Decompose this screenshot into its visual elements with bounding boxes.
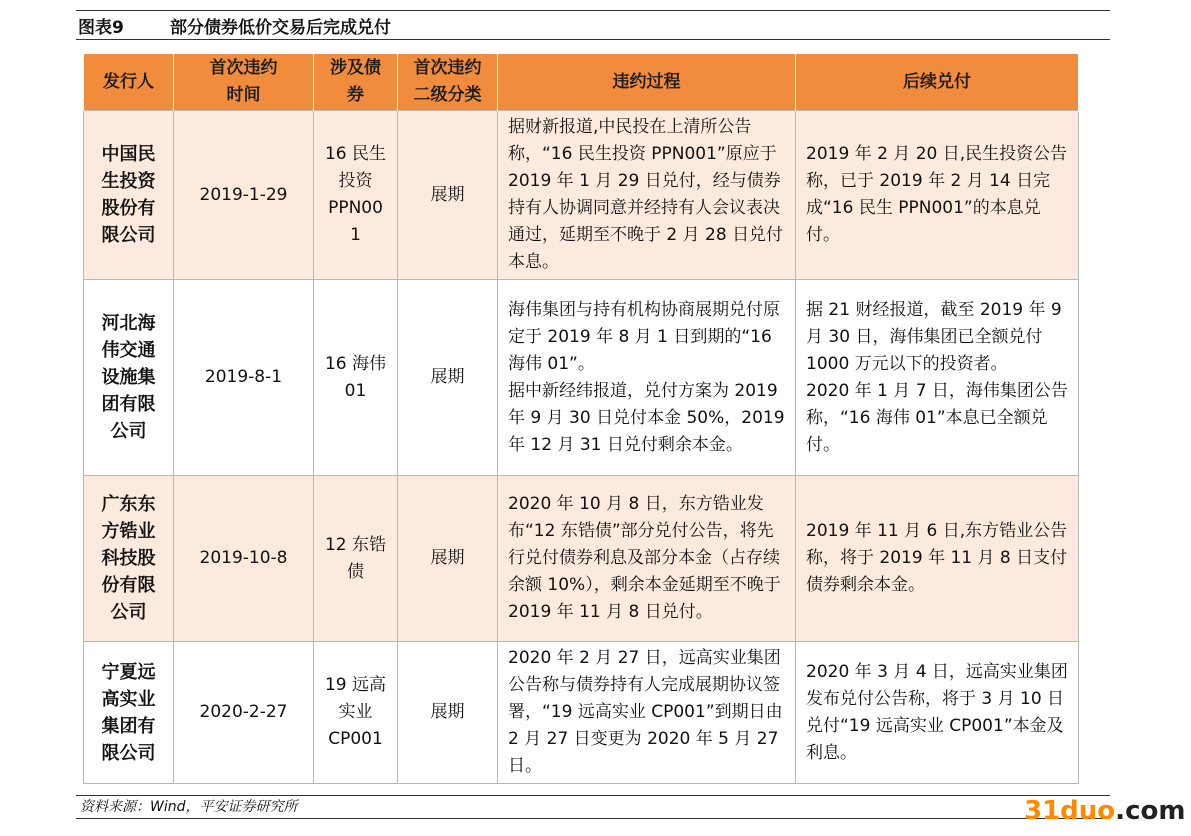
- figure-header: [76, 10, 1110, 40]
- watermark-brand: 31duo: [1024, 796, 1116, 826]
- cell-process: 海伟集团与持有机构协商展期兑付原定于 2019 年 8 月 1 日到期的“16 海伟 01”。 据中新经纬报道，兑付方案为 2019 年 9 月 30 日兑付本金 50%，2019 年 12 月 31 日兑付剩余本金。: [498, 280, 796, 476]
- source-note: 资料来源：Wind，平安证券研究所: [76, 795, 1110, 819]
- cell-followup: 据 21 财经报道，截至 2019 年 9 月 30 日，海伟集团已全额兑付 1000 万元以下的投资者。 2020 年 1 月 7 日，海伟集团公告称，“16 海伟 01”本息已全额兑付。: [796, 280, 1079, 476]
- figure-title: 部分债券低价交易后完成兑付: [170, 17, 391, 38]
- cell-date: 2020-2-27: [174, 642, 314, 784]
- cell-category: 展期: [398, 476, 498, 642]
- cell-process: 2020 年 10 月 8 日，东方锆业发布“12 东锆债”部分兑付公告，将先行兑付债券利息及部分本金（占存续余额 10%），剩余本金延期至不晚于 2019 年 11 月 8 日兑付。: [498, 476, 796, 642]
- table-row: [84, 280, 1079, 476]
- cell-date: 2019-8-1: [174, 280, 314, 476]
- cell-date: 2019-1-29: [174, 111, 314, 280]
- site-watermark-logo: [1024, 796, 1185, 826]
- cell-date: 2019-10-8: [174, 476, 314, 642]
- table-row: [84, 111, 1079, 280]
- cell-issuer: 中国民 生投资 股份有 限公司: [84, 111, 174, 280]
- cell-followup: 2019 年 11 月 6 日,东方锆业公告称，将于 2019 年 11 月 8 日支付债券剩余本金。: [796, 476, 1079, 642]
- cell-category: 展期: [398, 642, 498, 784]
- cell-bond: 16 民生 投资 PPN00 1: [314, 111, 398, 280]
- header-bond: 涉及债 券: [314, 54, 398, 111]
- watermark-dot: .: [1115, 796, 1126, 826]
- header-first-default-date: 首次违约 时间: [174, 54, 314, 111]
- watermark-tld: com: [1125, 796, 1186, 826]
- cell-bond: 16 海伟 01: [314, 280, 398, 476]
- cell-category: 展期: [398, 111, 498, 280]
- cell-category: 展期: [398, 280, 498, 476]
- header-issuer: 发行人: [84, 54, 174, 111]
- figure-number: 图表9: [78, 17, 124, 38]
- cell-issuer: 广东东 方锆业 科技股 份有限 公司: [84, 476, 174, 642]
- cell-issuer: 宁夏远 高实业 集团有 限公司: [84, 642, 174, 784]
- cell-followup: 2020 年 3 月 4 日，远高实业集团发布兑付公告称，将于 3 月 10 日兑付“19 远高实业 CP001”本金及利息。: [796, 642, 1079, 784]
- table-header-row: [84, 54, 1079, 111]
- header-followup: 后续兑付: [796, 54, 1079, 111]
- cell-bond: 19 远高 实业 CP001: [314, 642, 398, 784]
- cell-bond: 12 东锆 债: [314, 476, 398, 642]
- table-row: [84, 642, 1079, 784]
- header-default-process: 违约过程: [498, 54, 796, 111]
- bond-default-table: [83, 54, 1079, 784]
- table-row: [84, 476, 1079, 642]
- cell-issuer: 河北海 伟交通 设施集 团有限 公司: [84, 280, 174, 476]
- cell-followup: 2019 年 2 月 20 日,民生投资公告称，已于 2019 年 2 月 14 日完成“16 民生 PPN001”的本息兑付。: [796, 111, 1079, 280]
- cell-process: 据财新报道,中民投在上清所公告称，“16 民生投资 PPN001”原应于 2019 年 1 月 29 日兑付，经与债券持有人协调同意并经持有人会议表决通过，延期至不晚于 2 月 28 日兑付本息。: [498, 111, 796, 280]
- header-category: 首次违约 二级分类: [398, 54, 498, 111]
- cell-process: 2020 年 2 月 27 日，远高实业集团公告称与债券持有人完成展期协议签署，“19 远高实业 CP001”到期日由 2 月 27 日变更为 2020 年 5 月 27 日。: [498, 642, 796, 784]
